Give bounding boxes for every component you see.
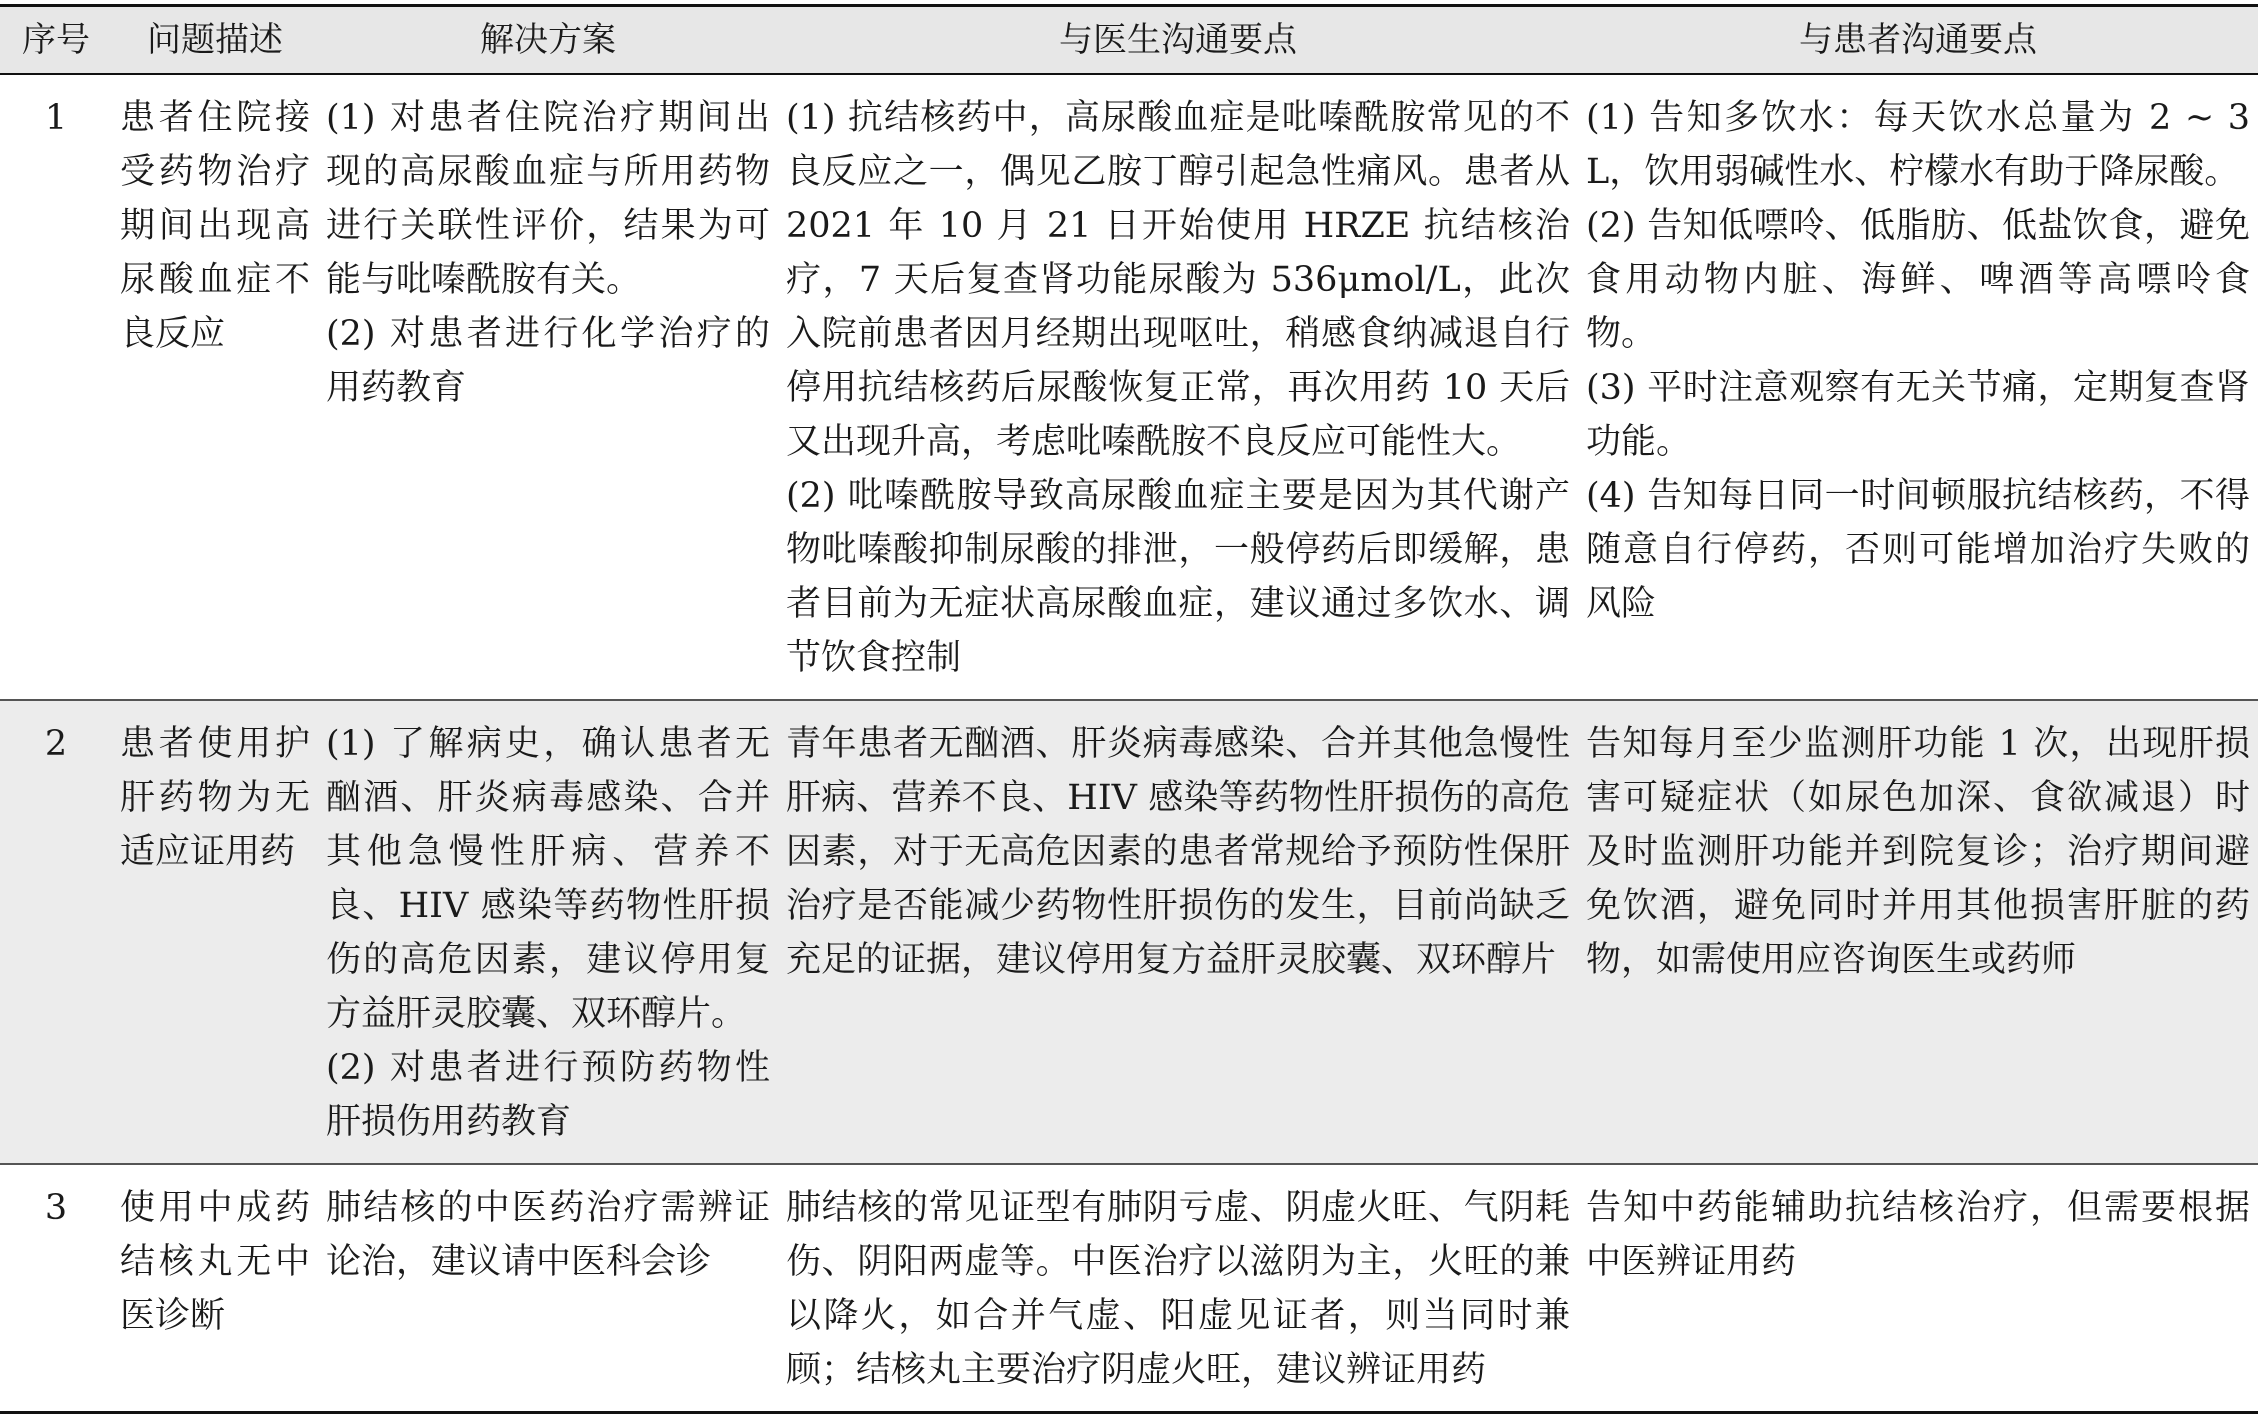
- problem-cell: 患者住院接受药物治疗期间出现高尿酸血症不良反应: [120, 98, 310, 354]
- doctor-points-cell: [778, 700, 1578, 1164]
- problem-cell: 使用中成药结核丸无中医诊断: [120, 1188, 310, 1336]
- doctor-point: (1) 抗结核药中，高尿酸血症是吡嗪酰胺常见的不良反应之一，偶见乙胺丁醇引起急性痛风。患者从 2021 年 10 月 21 日开始使用 HRZE 抗结核治疗，7 天后复查肾功能尿酸为 536μmol/L，此次入院前患者因月经期出现呕吐，稍感食纳减退自行停用抗结核药后尿酸恢复正常，再次用药 10 天后又出现升高，考虑吡嗪酰胺不良反应可能性大。: [786, 98, 1570, 462]
- doctor-point: (2) 吡嗪酰胺导致高尿酸血症主要是因为其代谢产物吡嗪酸抑制尿酸的排泄，一般停药后即缓解，患者目前为无症状高尿酸血症，建议通过多饮水、调节饮食控制: [786, 476, 1570, 678]
- patient-points-cell: [1578, 1164, 2258, 1413]
- doctor-points-cell: [778, 1164, 1578, 1413]
- header-patient-points: 与患者沟通要点: [1578, 6, 2258, 75]
- solution-cell: [318, 700, 778, 1164]
- header-solution: 解决方案: [318, 6, 778, 75]
- row-number: 3: [44, 1188, 68, 1228]
- solution-item: (2) 对患者进行化学治疗的用药教育: [326, 314, 770, 408]
- problem-cell: 患者使用护肝药物为无适应证用药: [120, 724, 310, 872]
- solution-cell: [318, 74, 778, 700]
- solution-item: (2) 对患者进行预防药物性肝损伤用药教育: [326, 1048, 770, 1142]
- solution-item: (1) 了解病史，确认患者无酗酒、肝炎病毒感染、合并其他急慢性肝病、营养不良、HIV 感染等药物性肝损伤的高危因素，建议停用复方益肝灵胶囊、双环醇片。: [326, 724, 770, 1034]
- patient-points-cell: [1578, 74, 2258, 700]
- patient-point: 告知中药能辅助抗结核治疗，但需要根据中医辨证用药: [1586, 1188, 2250, 1282]
- row-number: 2: [44, 724, 68, 764]
- doctor-point: 青年患者无酗酒、肝炎病毒感染、合并其他急慢性肝病、营养不良、HIV 感染等药物性肝损伤的高危因素，对于无高危因素的患者常规给予预防性保肝治疗是否能减少药物性肝损伤的发生，目前尚缺乏充足的证据，建议停用复方益肝灵胶囊、双环醇片: [786, 724, 1570, 980]
- patient-point: (2) 告知低嘌呤、低脂肪、低盐饮食，避免食用动物内脏、海鲜、啤酒等高嘌呤食物。: [1586, 206, 2250, 354]
- solution-item: 肺结核的中医药治疗需辨证论治，建议请中医科会诊: [326, 1188, 770, 1282]
- solution-cell: [318, 1164, 778, 1413]
- header-doctor-points: 与医生沟通要点: [778, 6, 1578, 75]
- patient-point: (3) 平时注意观察有无关节痛，定期复查肾功能。: [1586, 368, 2250, 462]
- patient-point: 告知每月至少监测肝功能 1 次，出现肝损害可疑症状（如尿色加深、食欲减退）时及时监测肝功能并到院复诊；治疗期间避免饮酒，避免同时并用其他损害肝脏的药物，如需使用应咨询医生或药师: [1586, 724, 2250, 980]
- table-row: [0, 74, 2258, 700]
- doctor-point: 肺结核的常见证型有肺阴亏虚、阴虚火旺、气阴耗伤、阴阳两虚等。中医治疗以滋阴为主，火旺的兼以降火，如合并气虚、阳虚见证者，则当同时兼顾；结核丸主要治疗阴虚火旺，建议辨证用药: [786, 1188, 1570, 1390]
- patient-point: (4) 告知每日同一时间顿服抗结核药，不得随意自行停药，否则可能增加治疗失败的风险: [1586, 476, 2250, 624]
- pharmacist-communication-table: [0, 4, 2258, 1414]
- patient-points-cell: [1578, 700, 2258, 1164]
- table-row: [0, 1164, 2258, 1413]
- table-header-row: [0, 6, 2258, 75]
- table-row: [0, 700, 2258, 1164]
- solution-item: (1) 对患者住院治疗期间出现的高尿酸血症与所用药物进行关联性评价，结果为可能与吡嗪酰胺有关。: [326, 98, 770, 300]
- header-problem: 问题描述: [112, 6, 318, 75]
- doctor-points-cell: [778, 74, 1578, 700]
- row-number: 1: [44, 98, 68, 138]
- patient-point: (1) 告知多饮水：每天饮水总量为 2 ~ 3L，饮用弱碱性水、柠檬水有助于降尿酸。: [1586, 98, 2250, 192]
- header-number: 序号: [0, 6, 112, 75]
